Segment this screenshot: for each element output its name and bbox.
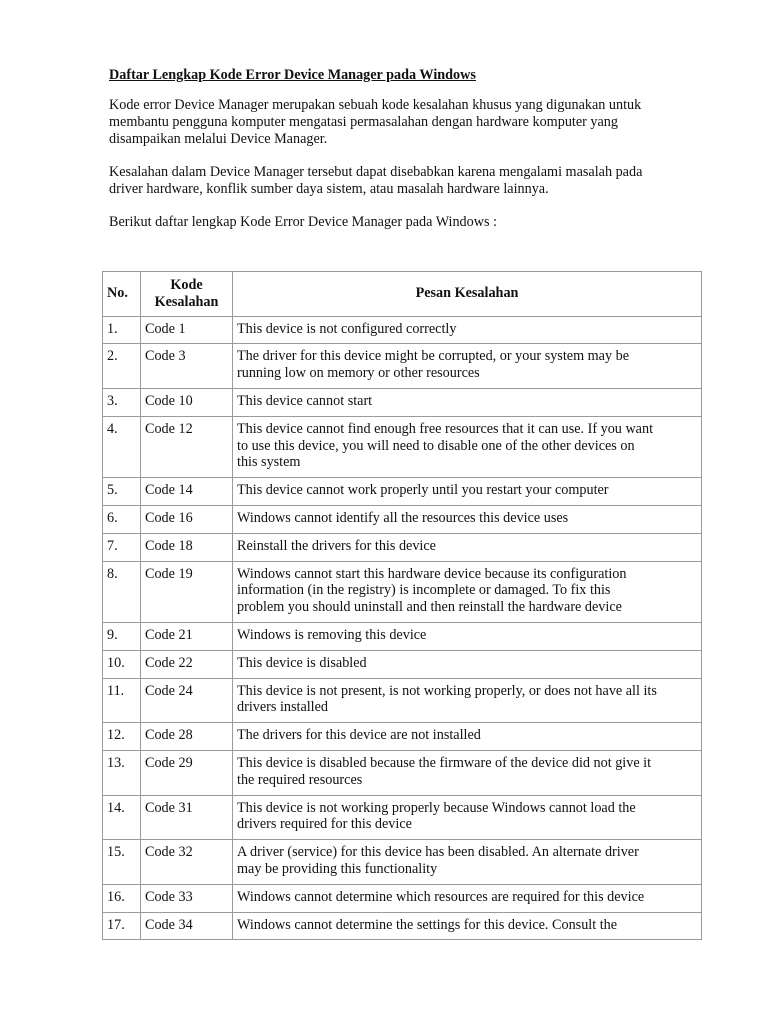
table-row [103, 622, 702, 650]
error-code: Code 19 [141, 561, 233, 622]
row-number: 5. [103, 478, 141, 506]
cause-line: driver hardware, konflik sumber daya sistem, atau masalah hardware lainnya. [109, 181, 549, 197]
header-pesan: Pesan Kesalahan [233, 272, 702, 317]
row-number: 10. [103, 650, 141, 678]
error-code: Code 16 [141, 505, 233, 533]
error-code: Code 14 [141, 478, 233, 506]
table-row [103, 388, 702, 416]
error-code: Code 24 [141, 678, 233, 723]
cause-line: Kesalahan dalam Device Manager tersebut dapat disebabkan karena mengalami masalah pada [109, 164, 643, 180]
row-number: 12. [103, 723, 141, 751]
error-code: Code 31 [141, 795, 233, 840]
cause-paragraph [109, 164, 709, 198]
error-message-line: the required resources [237, 771, 363, 788]
error-message [233, 388, 702, 416]
table-row [103, 723, 702, 751]
error-message-line: Reinstall the drivers for this device [237, 537, 436, 554]
error-message-line: This device is disabled because the firmware of the device did not give it [237, 754, 652, 771]
row-number: 16. [103, 884, 141, 912]
intro-line: membantu pengguna komputer mengatasi permasalahan dengan hardware komputer yang [109, 114, 618, 130]
error-code: Code 32 [141, 840, 233, 885]
table-row [103, 795, 702, 840]
document-title: Daftar Lengkap Kode Error Device Manager pada Windows [109, 67, 476, 83]
error-message-line: Windows cannot identify all the resources this device uses [237, 509, 569, 526]
error-code: Code 21 [141, 622, 233, 650]
table-row [103, 505, 702, 533]
row-number: 9. [103, 622, 141, 650]
error-message-line: This device is not present, is not working properly, or does not have all its [237, 682, 657, 699]
error-message [233, 750, 702, 795]
error-message [233, 678, 702, 723]
table-body [103, 316, 702, 940]
error-message-line: this system [237, 454, 301, 471]
error-code: Code 3 [141, 344, 233, 389]
error-message-line: drivers required for this device [237, 816, 412, 833]
table-row [103, 478, 702, 506]
table-row [103, 678, 702, 723]
error-message-line: may be providing this functionality [237, 860, 438, 877]
intro-line: disampaikan melalui Device Manager. [109, 131, 328, 147]
error-code: Code 33 [141, 884, 233, 912]
header-kode-line1: Kode [170, 277, 203, 293]
error-code: Code 1 [141, 316, 233, 344]
table-row [103, 912, 702, 940]
error-message-line: The drivers for this device are not installed [237, 727, 481, 744]
error-message-line: Windows cannot start this hardware device because its configuration [237, 565, 627, 582]
error-message-line: The driver for this device might be corrupted, or your system may be [237, 348, 630, 365]
error-message [233, 505, 702, 533]
error-message [233, 884, 702, 912]
row-number: 8. [103, 561, 141, 622]
row-number: 13. [103, 750, 141, 795]
error-code: Code 29 [141, 750, 233, 795]
header-kode [141, 272, 233, 317]
row-number: 17. [103, 912, 141, 940]
error-message [233, 416, 702, 477]
error-message [233, 723, 702, 751]
row-number: 2. [103, 344, 141, 389]
row-number: 11. [103, 678, 141, 723]
error-message-line: Windows cannot determine which resources are required for this device [237, 888, 645, 905]
error-message [233, 344, 702, 389]
error-message-line: A driver (service) for this device has been disabled. An alternate driver [237, 844, 639, 861]
header-no: No. [103, 272, 141, 317]
row-number: 15. [103, 840, 141, 885]
error-message-line: This device is not configured correctly [237, 320, 457, 337]
row-number: 6. [103, 505, 141, 533]
intro-paragraph [109, 97, 709, 148]
error-message [233, 840, 702, 885]
error-message [233, 561, 702, 622]
error-message-line: Windows cannot determine the settings for this device. Consult the [237, 916, 618, 933]
row-number: 3. [103, 388, 141, 416]
row-number: 1. [103, 316, 141, 344]
error-code: Code 34 [141, 912, 233, 940]
document-body [109, 66, 709, 247]
error-message-line: This device is not working properly because Windows cannot load the [237, 799, 636, 816]
table-row [103, 840, 702, 885]
error-message-line: This device cannot start [237, 392, 373, 409]
error-message-line: Windows is removing this device [237, 626, 427, 643]
error-message-line: This device is disabled [237, 654, 367, 671]
error-message-line: running low on memory or other resources [237, 365, 480, 382]
table-header-row [103, 272, 702, 317]
error-code: Code 10 [141, 388, 233, 416]
error-code: Code 28 [141, 723, 233, 751]
error-code: Code 18 [141, 533, 233, 561]
list-intro-line: Berikut daftar lengkap Kode Error Device Manager pada Windows : [109, 214, 498, 230]
row-number: 14. [103, 795, 141, 840]
intro-line: Kode error Device Manager merupakan sebuah kode kesalahan khusus yang digunakan untuk [109, 97, 642, 113]
error-message-line: information (in the registry) is incomplete or damaged. To fix this [237, 582, 611, 599]
error-message-line: drivers installed [237, 699, 329, 716]
table-row [103, 344, 702, 389]
table-row [103, 650, 702, 678]
error-message [233, 316, 702, 344]
error-code-table [102, 271, 702, 940]
table-row [103, 884, 702, 912]
error-message [233, 650, 702, 678]
error-message-line: to use this device, you will need to disable one of the other devices on [237, 437, 635, 454]
error-message-line: This device cannot work properly until you restart your computer [237, 482, 609, 499]
error-code: Code 12 [141, 416, 233, 477]
error-message [233, 478, 702, 506]
error-message [233, 795, 702, 840]
error-message [233, 912, 702, 940]
row-number: 7. [103, 533, 141, 561]
row-number: 4. [103, 416, 141, 477]
error-code: Code 22 [141, 650, 233, 678]
header-kode-line2: Kesalahan [154, 293, 219, 310]
list-intro-paragraph [109, 214, 709, 231]
table-row [103, 533, 702, 561]
error-message-line: This device cannot find enough free resources that it can use. If you want [237, 420, 654, 437]
table-row [103, 750, 702, 795]
error-message-line: problem you should uninstall and then reinstall the hardware device [237, 599, 622, 616]
error-message [233, 622, 702, 650]
error-message [233, 533, 702, 561]
table-row [103, 316, 702, 344]
table-row [103, 561, 702, 622]
table-row [103, 416, 702, 477]
